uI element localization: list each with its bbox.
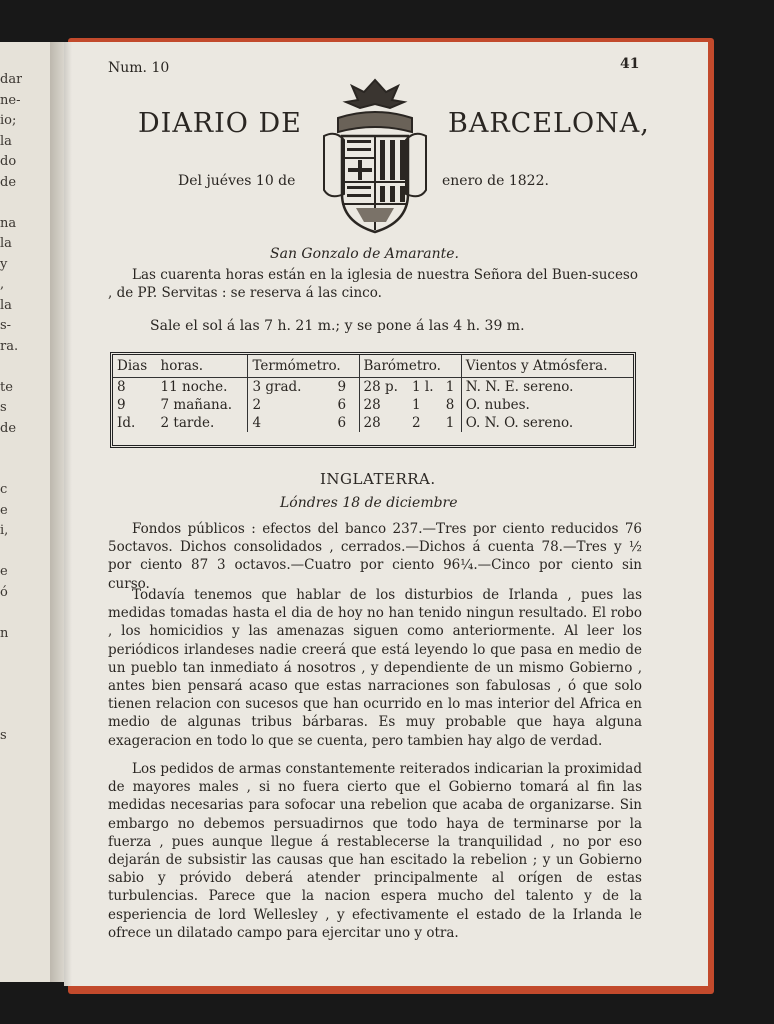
header-dias: Dias (113, 355, 157, 378)
left-page-fragment: , (0, 277, 5, 292)
header-horas: horas. (157, 355, 248, 378)
cell-dia: 8 (117, 379, 126, 395)
cell-viento: O. nubes. (465, 397, 530, 413)
devotion-notice: Las cuarenta horas están en la iglesia de nuestra Señora del Buen-suceso , de PP. Servitas : se reserva á las cinco. (108, 267, 638, 302)
cell-dia: 9 (117, 397, 126, 413)
cell-viento: O. N. O. sereno. (465, 415, 574, 431)
article-paragraph: Los pedidos de armas constantemente reiterados indicarian la proximidad de mayores males , si no fuera cierto que el Gobierno tomará al fin las medidas necesarias para sofocar una rebelion que acaba de organizarse. Sin embargo no debemos persuadirnos que todo haya de terminarse por la fuerza , pues aunque llegue á restablecerse la tranquilidad , no por eso dejarán de subsistir las causas que han escitado la rebelion ; y un Gobierno sabio y próvido deberá atender principalmente al orígen de estas turbulencias. Parece que la nacion espera mucho del talento y de la esperiencia de lord Wellesley , y efectivamente el estado de la Irlanda le ofrece un dilatado campo para ejercitar uno y otra. (108, 761, 642, 941)
cell-hora: 7 mañana. (157, 396, 248, 414)
cell-bar-lineas: 1 (412, 397, 421, 413)
left-page-fragment: do (0, 154, 17, 169)
weather-table (110, 352, 636, 448)
left-page-fragment: na (0, 215, 17, 231)
cell-dia: Id. (117, 415, 136, 431)
left-page-fragment (0, 706, 22, 727)
article-paragraph: Fondos públicos : efectos del banco 237.—Tres por ciento reducidos 76 5octavos. Dichos consolidados , cerrados.—Dichos á cuenta 78.—Tres y ½ por ciento 87 3 octavos.—Cuatro por ciento 96¼.—Cinco por ciento sin curso. (108, 521, 642, 592)
cell-bar-decimas: 1 (442, 378, 462, 397)
cell-term-grados: 3 grad. (252, 379, 302, 395)
weather-row (113, 414, 633, 432)
left-page-fragment: dar (0, 72, 22, 87)
cell-bar-lineas: 2 (412, 415, 421, 431)
left-page-fragment: io; (0, 113, 17, 128)
left-page-fragment: y (0, 256, 8, 272)
saint-of-day: San Gonzalo de Amarante. (270, 246, 459, 262)
left-page-fragment: la (0, 297, 12, 313)
left-page-fragment (0, 665, 22, 686)
left-page-fragment (0, 685, 22, 706)
section-heading: INGLATERRA. (320, 470, 436, 488)
left-page-fragment: la (0, 236, 12, 251)
article-paragraph: Todavía tenemos que hablar de los disturbios de Irlanda , pues las medidas tomadas hasta el dia de hoy no han tenido ningun resultado. El robo , los homicidios y las amenazas siguen como anteriormente. Al leer los periódicos irlandeses nadie creerá que está leyendo lo que pasa en medio de un pueblo tan inmediato á nosotros , y dependiente de un mismo Gobierno , antes bien pensará acaso que estas narraciones son fabulosas , ó que solo tienen relacion con sucesos que han ocurrido en lo mas interior del Africa en medio de algunas tribus bárbaras. Es muy probable que haya alguna exageracion en todo lo que se cuenta, pero tambien hay algo de verdad. (108, 587, 642, 749)
left-page-fragment: c (0, 482, 8, 497)
spine-shadow (64, 42, 72, 986)
cell-term-grados: 2 (252, 397, 262, 413)
weather-row (113, 396, 633, 414)
cell-bar-decimas: 1 (442, 414, 462, 432)
left-page-fragment (0, 193, 22, 214)
cell-bar-lineas: 1 l. (412, 379, 434, 395)
coat-of-arms-icon (316, 74, 434, 238)
cell-term-decimas: 9 (334, 378, 359, 397)
left-page-fragment: de (0, 174, 17, 190)
left-page-fragment: s (0, 400, 7, 415)
cell-term-decimas: 6 (334, 396, 359, 414)
left-page-fragment: la (0, 133, 12, 149)
left-page-fragment (0, 460, 22, 481)
left-page-fragment (0, 357, 22, 378)
left-page-fragment: s (0, 728, 7, 743)
cell-hora: 11 noche. (157, 378, 248, 397)
masthead-title-left: DIARIO DE (138, 108, 302, 139)
weather-row (113, 378, 633, 397)
header-termometro: Termómetro. (248, 355, 359, 378)
left-page-fragment: ra. (0, 338, 19, 354)
cell-viento: N. N. E. sereno. (465, 379, 574, 395)
sunrise-sunset: Sale el sol á las 7 h. 21 m.; y se pone á las 4 h. 39 m. (150, 318, 525, 334)
left-page-fragment: te (0, 379, 13, 395)
masthead-title-right: BARCELONA, (448, 108, 650, 139)
cell-bar-decimas: 8 (442, 396, 462, 414)
cell-bar-pulgadas: 28 p. (363, 379, 398, 395)
left-page-text (0, 70, 22, 747)
left-page-fragment: s- (0, 318, 12, 333)
left-page-fragment (0, 542, 22, 563)
left-page-fragment: e (0, 502, 8, 518)
left-page-fragment: ó (0, 584, 8, 600)
article-dateline: Lóndres 18 de diciembre (280, 495, 458, 511)
left-page-fragment (0, 603, 22, 624)
issue-number: Num. 10 (108, 60, 170, 76)
left-page-fragment: i, (0, 523, 9, 538)
left-page-fragment: e (0, 564, 8, 579)
cell-bar-pulgadas: 28 (363, 415, 381, 431)
page-number: 41 (620, 56, 640, 72)
header-vientos: Vientos y Atmósfera. (461, 355, 633, 378)
left-page-fragment: de (0, 420, 17, 436)
weather-header-row (113, 355, 633, 378)
left-page-fragment (0, 439, 22, 460)
cell-term-grados: 4 (252, 415, 262, 431)
left-page-fragment (0, 644, 22, 665)
cell-hora: 2 tarde. (157, 414, 248, 432)
issue-date-suffix: enero de 1822. (442, 173, 549, 189)
cell-bar-pulgadas: 28 (363, 397, 381, 413)
cell-term-decimas: 6 (334, 414, 359, 432)
left-page-fragment: ne- (0, 92, 21, 108)
left-page-fragment: n (0, 625, 9, 641)
issue-date-prefix: Del juéves 10 de (178, 173, 296, 189)
header-barometro: Barómetro. (359, 355, 461, 378)
